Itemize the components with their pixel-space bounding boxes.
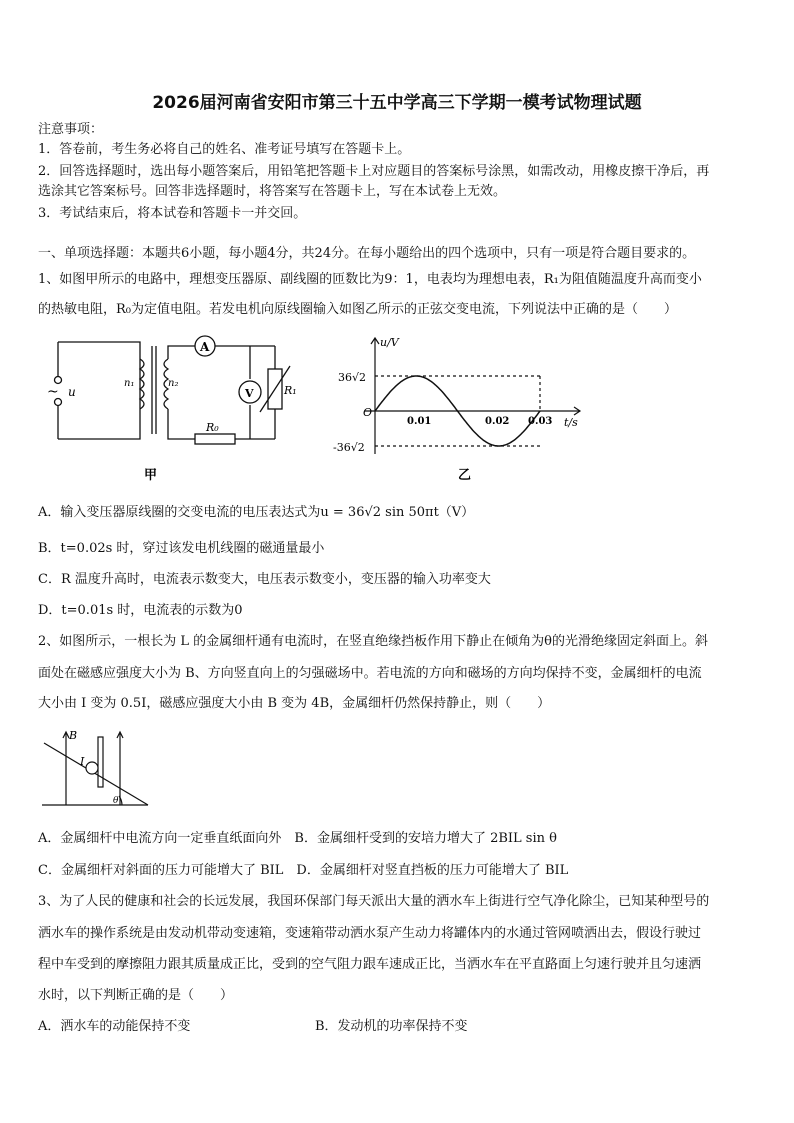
field-label: B xyxy=(69,729,78,742)
question-1-stem: 的热敏电阻，R₀为定值电阻。若发电机向原线圈输入如图乙所示的正弦交变电流，下列说法中正确的是（ ） xyxy=(38,302,678,317)
question-3-stem: 洒水车的操作系统是由发动机带动变速箱，变速箱带动洒水泵产生动力将罐体内的水通过管网喷洒出去，假设行驶过 xyxy=(38,926,702,941)
primary-coil-label: n₁ xyxy=(124,378,135,389)
notice-item: 选涂其它答案标号。回答非选择题时，将答案写在答题卡上，写在本试卷上无效。 xyxy=(38,184,507,199)
question-2-stem: 大小由 I 变为 0.5I，磁感应强度大小由 B 变为 4B，金属细杆仍然保持静止，则（ ） xyxy=(38,696,551,711)
notice-heading: 注意事项： xyxy=(38,122,104,137)
ac-source-icon: ~ xyxy=(47,384,59,400)
notice-item: 1．答卷前，考生务必将自己的姓名、准考证号填写在答题卡上。 xyxy=(38,142,411,157)
voltage-graph xyxy=(330,334,590,489)
page-title: 2026届河南省安阳市第三十五中学高三下学期一模考试物理试题 xyxy=(152,93,642,113)
question-1-stem: 1、如图甲所示的电路中，理想变压器原、副线圈的匝数比为9：1，电表均为理想电表，R₁为阻值随温度升高而变小 xyxy=(38,272,702,287)
secondary-coil-label: n₂ xyxy=(168,378,179,389)
rod-cross-section-icon xyxy=(86,762,98,774)
question-3-stem: 水时，以下判断正确的是（ ） xyxy=(38,988,234,1003)
question-2-stem: 2、如图所示，一根长为 L 的金属细杆通有电流时，在竖直绝缘挡板作用下静止在倾角为θ的光滑绝缘固定斜面上。斜 xyxy=(38,634,708,649)
option-row: C．金属细杆对斜面的压力可能增大了 BIL D．金属细杆对竖直挡板的压力可能增大了 BIL xyxy=(38,863,569,878)
option-b: B．t=0.02s 时，穿过该发电机线圈的磁通量最小 xyxy=(38,541,325,556)
option-b: B．发动机的功率保持不变 xyxy=(315,1019,468,1034)
option-row: A．金属细杆中电流方向一定垂直纸面向外 B．金属细杆受到的安培力增大了 2BIL sin θ xyxy=(38,831,557,846)
x-axis-label: t/s xyxy=(564,416,578,429)
source-label: u xyxy=(68,385,76,399)
angle-label: θ xyxy=(113,796,119,806)
incline-diagram xyxy=(40,725,155,810)
notice-item: 2．回答选择题时，选出每小题答案后，用铅笔把答题卡上对应题目的答案标号涂黑，如需改动，用橡皮擦干净后，再 xyxy=(38,164,710,179)
x-tick-label: 0.03 xyxy=(528,416,553,427)
option-c: C．R 温度升高时，电流表示数变大，电压表示数变小，变压器的输入功率变大 xyxy=(38,572,491,587)
y-max-label: 36√2 xyxy=(338,371,367,384)
section-heading: 一、单项选择题：本题共6小题，每小题4分，共24分。在每小题给出的四个选项中，只有一项是符合题目要求的。 xyxy=(38,246,696,261)
x-tick-label: 0.01 xyxy=(407,416,432,427)
r1-label: R₁ xyxy=(284,384,297,397)
question-2-stem: 面处在磁感应强度大小为 B、方向竖直向上的匀强磁场中。若电流的方向和磁场的方向均保持不变，金属细杆的电流 xyxy=(38,666,702,681)
r0-label: R₀ xyxy=(206,421,219,434)
question-3-stem: 3、为了人民的健康和社会的长远发展，我国环保部门每天派出大量的洒水车上街进行空气净化除尘，已知某种型号的 xyxy=(38,894,710,909)
origin-label: O xyxy=(363,406,373,419)
option-d: D．t=0.01s 时，电流表的示数为0 xyxy=(38,603,243,618)
y-min-label: -36√2 xyxy=(333,441,365,454)
notice-item: 3．考试结束后，将本试卷和答题卡一并交回。 xyxy=(38,206,307,221)
voltmeter-label: V xyxy=(245,387,254,400)
current-label: I xyxy=(80,755,85,768)
figure-caption: 乙 xyxy=(458,468,472,483)
question-3-stem: 程中车受到的摩擦阻力跟其质量成正比，受到的空气阻力跟车速成正比，当洒水车在平直路面上匀速行驶并且匀速洒 xyxy=(38,957,702,972)
circuit-diagram xyxy=(40,334,297,484)
figure-caption: 甲 xyxy=(144,468,158,483)
option-a: A．输入变压器原线圈的交变电流的电压表达式为u = 36√2 sin 50πt（V） xyxy=(38,505,475,520)
ammeter-label: A xyxy=(200,340,210,354)
option-a: A．洒水车的动能保持不变 xyxy=(38,1019,191,1034)
y-axis-label: u/V xyxy=(380,336,399,349)
x-tick-label: 0.02 xyxy=(485,416,510,427)
